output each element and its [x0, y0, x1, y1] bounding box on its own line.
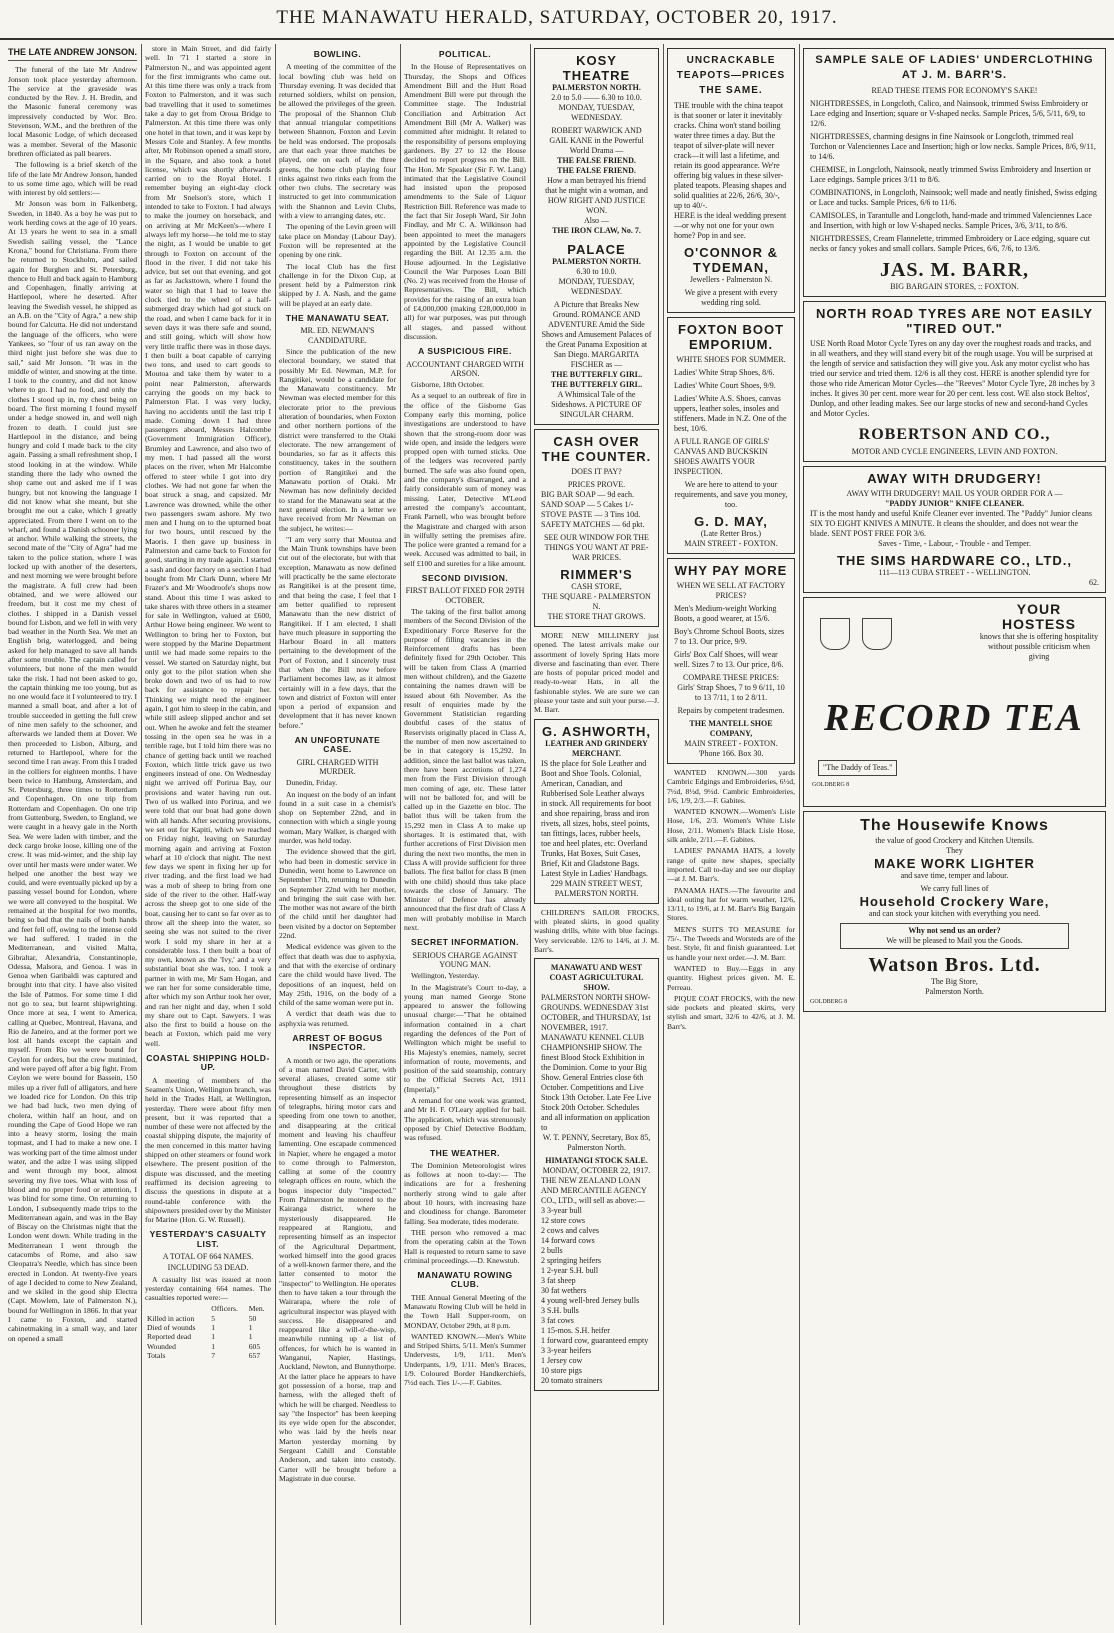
article-subtitle: FIRST BALLOT FIXED FOR 29TH OCTOBER. — [405, 586, 525, 605]
column-rule — [400, 44, 401, 1625]
ad-text: "PADDY JUNIOR" KNIFE CLEANER. — [884, 499, 1025, 508]
classified-ad: MORE NEW MILLINERY just opened. The latest arrivals make our assortment of lovely Spring Hats more diverse and fascinating than ever. There are hosts of popular priced model and ready-to-wear Hats, in all the fashionable styles. We are sure we can please your taste and suit your purse.—J. M. Barr. — [534, 631, 659, 715]
column-rule — [275, 44, 276, 1625]
ad-title: YOUR HOSTESS — [1002, 601, 1076, 632]
article-title: SECOND DIVISION. — [421, 573, 509, 584]
ad-text: MOTOR AND CYCLE ENGINEERS, LEVIN AND FOXTON. — [851, 447, 1058, 456]
ad-text: MONDAY, OCTOBER 22, 1917. — [542, 1166, 651, 1176]
article-paragraph: A verdict that death was due to asphyxia was returned. — [279, 1009, 396, 1028]
article-paragraph: As a sequel to an outbreak of fire in the office of the Gisborne Gas Company early this morning, police investigations are understood to have shown that the strong-room door was wide open, and inside the ledgers were propped open with turned sticks. One of the ledgers was recovered partly burned. The safe was also found open, and the company's disarranged, and a fairly considerable sum of money was missing. Later, Detective M'Leod arrested the company's accountant, Frank Parnell, who was brought before the Magistrate and charged with arson in wilfully setting the premises afire. The police were granted a remand for a week. Accused was admitted to bail, in self £100 and sureties for a like amount. — [404, 391, 526, 568]
stock-item: 2 cows and calves — [541, 1226, 599, 1236]
article-title: SECRET INFORMATION. — [410, 937, 520, 948]
stock-item: 20 tomato strainers — [541, 1376, 603, 1386]
ad-title: RIMMER'S — [560, 567, 633, 582]
ad-title: THE MANTELL SHOE COMPANY, — [689, 719, 773, 738]
classified-ad: PIQUE COAT FROCKS, with the new side pockets and pleated skirts, very stylish and smart, 32/6 to 42/6, at J. M. Barr's. — [667, 993, 795, 1031]
boot-emporium-ad — [667, 317, 795, 554]
table-header — [145, 1304, 209, 1313]
ad-text: THE FALSE FRIEND. — [557, 156, 636, 165]
teapot-ad — [667, 48, 795, 313]
article-subtitle: GIRL CHARGED WITH MURDER. — [296, 757, 379, 776]
ad-text: W. T. PENNY, Secretary, Box 85, Palmerston North. — [542, 1133, 651, 1153]
ad-text: We give a present with every wedding ring sold. — [684, 288, 778, 307]
ad-text: We will be pleased to Mail you the Goods. — [886, 936, 1023, 945]
stock-item: 3 3-year bull — [541, 1206, 582, 1216]
list-item: COMBINATIONS, in Longcloth, Nainsook; well made and neatly finished, Swiss edging or Lace and tucks. Sample Prices, 6/6 to 11/6. — [810, 188, 1097, 207]
ad-title: Household Crockery Ware, — [859, 894, 1050, 909]
price-row: SAND SOAP — 5 Cakes 1/- — [541, 500, 634, 509]
ad-text: PALMERSTON NORTH SHOW-GROUNDS. WEDNESDAY 31st OCTOBER, and THURSDAY, 1st NOVEMBER, 1917. MANAWATU KENNEL CLUB CHAMPIONSHIP SHOW. The finest Blood Stock Exhibition in the Dominion. Come to your Big Show. General Entries close 6th October. Competitions and Live Stock 13th October. Late Fee Live Stock 20th October. Schedules and all information on application to — [541, 993, 652, 1133]
table-header: Men. — [248, 1304, 265, 1314]
article-paragraph: The funeral of the late Mr Andrew Jonson took place yesterday afternoon. The service at the graveside was conducted by the Rev. J. H. Bredin, and the Masonic funeral ceremony was impressively conducted by Wor. Bro. Stevenson, W.M., and the brethren of the local Masonic Lodge, of which deceased was a member. Several of the Masonic brethren officiated as pall bearers. — [8, 65, 137, 158]
classified-ad: WANTED to Buy.—Eggs in any quantity. Highest prices given. M. E. Perreau. — [667, 963, 795, 992]
ad-text: (Late Retter Bros.) — [700, 529, 762, 538]
table-cell: 1 — [248, 1323, 253, 1333]
ad-text: Girls' Strap Shoes, 7 to 9 6/11, 10 to 13 7/11, 1 to 2 8/11. — [677, 683, 785, 702]
stock-item: 1 15-mos. S.H. heifer — [541, 1326, 610, 1336]
stock-item: 1 Jersey cow — [541, 1356, 583, 1366]
article-title: A SUSPICIOUS FIRE. — [418, 346, 512, 357]
masthead: THE MANAWATU HERALD, SATURDAY, OCTOBER 20, 1917. — [0, 0, 1114, 40]
article-paragraph: A meeting of the committee of the local bowling club was held on Thursday evening. It was decided that returned soldiers, whilst on pension, be allowed the privileges of the green. The proposal of the Shannon Club that annual triangular competitions between Shannon, Foxton and Levin be held was endorsed. The proposals are that each year three matches be played, one on each of the three greens, the home club playing four rinks against two rinks each from the other two clubs. The secretary was instructed to get into communication with the Shannon and Levin Clubs, with a view to arranging dates, etc. — [279, 62, 396, 221]
ad-title: PALACE — [567, 242, 626, 257]
ad-text: USE North Road Motor Cycle Tyres on any day over the roughest roads and tracks, and in all weathers, and they will stand every bit of the rough usage. You will be surprised at the length of service and satisfaction they will give you. Ask any motor cyclist who has tried our service and tried them. 12/6 is all they cost. HERE is another splendid tyre for those who ride American Motor Cycles—the "Reeves" Motor Cycle Tyre, 28 inches by 3 inches. It gives 30 per cent. more wear for 20 per cent. less cost. WE also stock Beltos', Dunlop, and other leading makes. See our large stocks of new and second-hand Cycles and Motor Cycles. — [810, 339, 1095, 418]
ad-text: and can stock your kitchen with everything you need. — [868, 909, 1041, 918]
article-subtitle: A TOTAL OF 664 NAMES. — [162, 1252, 254, 1261]
stock-item: 1 2-year S.H. bull — [541, 1266, 599, 1276]
ad-title: AWAY WITH DRUDGERY! — [867, 471, 1042, 486]
show-ad — [534, 958, 659, 1391]
ad-text: THE trouble with the china teapot is that sooner or later it inevitably cracks. China won't stand boiling water three times a day. But the teapot of silver-plate will never crack—it will last a lifetime, and retain its good appearance. We're offering big values in these silver-plated teapots. Pleasing shapes and solid qualities at 22/6, 26/6, 30/-, up to 40/-. — [674, 101, 787, 210]
table-header-row — [145, 1304, 271, 1313]
ad-text: IS the place for Sole Leather and Boot and Shoe Tools. Colonial, American, Canadian, and Rubberised Sole Leather always in stock. All requirements for boot and shoe repairing, brass and iron rivets, all sizes, hobs, steel points, tan fittings, laces, rubber heels, toe and heel plates, etc. Overland Trunks, Hat Boxes, Suit Cases, Brief, Kit and Gladstone Bags. Latest Style in Ladies' Handbags. — [541, 758, 652, 878]
ad-title: HIMATANGI STOCK SALE. — [545, 1156, 648, 1166]
ad-text: Why not send us an order? — [908, 926, 1001, 935]
table-cell: 50 — [248, 1313, 257, 1323]
price-item: SAND SOAP — [541, 500, 585, 509]
table-cell: Killed in action — [147, 1313, 195, 1323]
column-rule — [799, 44, 800, 1625]
column-1 — [8, 44, 137, 1625]
stock-item: 4 young well-bred Jersey bulls — [541, 1296, 640, 1306]
list-item: CHEMISE, in Longcloth, Nainsook, neatly trimmed Swiss Embroidery and Insertion or Lace edgings. Sample prices 3/11 to 8/6. — [810, 165, 1092, 184]
record-tea-ad — [803, 597, 1106, 807]
article-title: BOWLING. — [313, 49, 362, 59]
ad-title: G. ASHWORTH, — [541, 723, 651, 739]
ad-text: and save time, temper and labour. — [900, 871, 1009, 880]
knife-cleaner-ad — [803, 466, 1106, 593]
ad-text: THE SQUARE - PALMERSTON N. — [542, 592, 651, 611]
article-title: THE LATE ANDREW JONSON. — [8, 48, 137, 61]
ad-text: the value of good Crockery and Kitchen Utensils. — [875, 836, 1034, 845]
list-item: Men's Medium-weight Working Boots, a good wearer, at 15/6. — [674, 604, 777, 623]
list-item: NIGHTDRESSES, in Longcloth, Calico, and Nainsook, trimmed Swiss Embroidery or Lace edging and Insertion; square or V-shaped necks. Sample Prices, 5/6, 5/11, 6/9, to 12/6. — [810, 99, 1088, 128]
table-row — [145, 1342, 271, 1351]
ad-text: We are here to attend to your requirements, and save you money, too. — [674, 480, 788, 509]
table-cell: Reported dead — [147, 1332, 192, 1342]
ad-text: Jewellers - Palmerston N. — [689, 275, 773, 284]
table-row — [145, 1314, 271, 1323]
ad-text: The Big Store, — [931, 977, 978, 986]
article-title: THE WEATHER. — [429, 1147, 501, 1158]
article-paragraph: A month or two ago, the operations of a man named David Carter, with several aliases, created some stir throughout these districts by representing himself as an inspector of telegraphs, hiring motor cars and speeding from one town to another, and disappearing at the critical moment and leaving his chauffeur lamenting. One escapade commenced in Napier, where he engaged a motor to come through to Palmerston, calling at some of the country telegraph offices en route, which the bogus inspector duly "inspected." From Palmerston he motored to the Kairanga district, where he mysteriously disappeared. He reappeared at Rangiotu, and representing himself as an inspector of the Agricultural Department, worked himself into the good graces of a well-known farmer there, and the latter consented to motor the "inspector" to Wellington. He operates then to have taken a tour through the Wairarapa, where the role of agricultural inspector was played with success. He disappeared and reappeared like a will-o'-the-wisp, meanwhile running up a list of offences, for which he is wanted in Wanganui, Napier, Hastings, Auckland, Newton, and Bunnythorpe. At the latter place he appears to have got possession of a horse, trap and harness, with the alleged theft of which he will be charged. Needless to say "the Inspector" has been keeping its eye wide open for the absconder, who was laid by the heels near Marton yesterday morning by Sergeant Cahill and Constable Anderson, and taken into custody. Carter will be brought before a Magistrate in due course. — [279, 1055, 396, 1483]
ad-title: MAKE WORK LIGHTER — [874, 856, 1035, 871]
ad-text: HERE is the ideal wedding present—or why not one for your own home? Pop in and see. — [674, 211, 787, 240]
ad-text: A Picture that Breaks New Ground. ROMANCE AND ADVENTURE Amid the Side Shows and Amusement Palaces of the Great Panama Exposition at San Diego. MARGARITA FISCHER as — — [541, 300, 652, 369]
ad-text: WHEN WE SELL AT FACTORY PRICES? — [676, 581, 786, 600]
teacup-illustration — [814, 618, 898, 653]
price-value: 9d each. — [607, 490, 635, 499]
ad-text: THE FALSE FRIEND. — [557, 166, 636, 175]
article-paragraph: A remand for one week was granted, and Mr H. F. O'Leary applied for bail. The application, which was strenuously opposed by Chief Detective Boddam, was refused. — [404, 1096, 526, 1143]
table-cell: 7 — [211, 1350, 216, 1360]
ad-text: WHITE SHOES FOR SUMMER. — [676, 355, 786, 364]
ad-text: THE BUTTERFLY GIRL. — [550, 380, 643, 389]
ad-title: Watson Bros. Ltd. — [868, 954, 1041, 976]
classified-ad: CHILDREN'S SAILOR FROCKS, with pleated skirts, in good quality washing drills, white with blue facings. Very serviceable. 12/6 to 14/6, at J. M. Barr's. — [534, 907, 659, 954]
price-item: BIG BAR SOAP — [541, 490, 596, 499]
notice: THE Annual General Meeting of the Manawatu Rowing Club will be held in the Town Hall Supper-room, on MONDAY, October 29th, at 8 p.m. — [404, 1292, 526, 1330]
price-row: SAFETY MATCHES — 6d pkt. — [541, 520, 645, 529]
ad-title: JAS. M. BARR, — [879, 259, 1030, 281]
ad-title: CASH OVER THE COUNTER. — [541, 434, 652, 464]
article-paragraph: In the Magistrate's Court to-day, a young man named George Stone appeared to answer the following unusual charge:—"That he obtained information contained in a chart regarding the defences of the Port of Wellington which might be useful to His Majesty's enemies, namely, secret information of route, movements, and position of the said steamship, contrary to the Official Secrets Act, 1911 (Imperial)." — [404, 982, 526, 1094]
casualty-table — [145, 1304, 271, 1360]
list-item: Boy's Chrome School Boots, sizes 7 to 13. Our price, 9/9. — [674, 627, 785, 646]
tea-copy — [979, 602, 1099, 662]
article-title: AN UNFORTUNATE CASE. — [294, 735, 381, 755]
tea-brand-logo: RECORD TEA — [824, 697, 1084, 739]
column-5 — [534, 44, 659, 1625]
table-cell: Died of wounds — [147, 1323, 196, 1333]
order-box — [840, 923, 1069, 949]
ad-title: THE SIMS HARDWARE CO., LTD., — [836, 553, 1073, 568]
article-paragraph: Since the publication of the new electoral boundary, we stated that possibly Mr Ed. Newman, M.P. for Rangitikei, would be a candidate for the Manawatu constituency. Mr Newman was elected member for this electorate prior to the previous alteration of boundaries, when Foxton and other northern portions of the district were transferred to the Otaki electorate. The new arrangement of boundaries, so far as it affects this constituency, takes in the southern portion of Rangitikei and the Manawatu portion of Otaki. Mr Newman has now definitely decided to stand for the Manawatu seat at the next general election. In a letter we have received from Mr Newman on the subject, he writes:— — [279, 346, 396, 533]
notice: THE person who removed a mac from the operating cabin at the Town Hall is requested to return same to save criminal proceedings.—D. Knewstub. — [404, 1227, 526, 1265]
article-title: THE MANAWATU SEAT. — [285, 313, 390, 324]
article-paragraph: store in Main Street, and did fairly well. In '71 I started a store in Palmerston N., and was appointed agent for the first immigrants who came out. At this time there was only a track from Foxton to Palmerston, and it was such bad travelling that it used to sometimes take a day to get from Oroua Bridge to Palmerston. At this time there was only one hotel in that town, and it was kept by Messrs Cole and Stanley. A few months after, Mr Robinson opened a small store, in the Square, and also took a hotel license, which was shortly afterwards carried on to the Royal Hotel. I remember buying an eight-day clock from Mr Snelson's store, which I intended to take to Foxton. I had always to make the journey on horseback, and on arriving at Mr McKeen's—where I always left my horse—he told me to stay the night, as I would be unable to get through to Foxton on account of the flood in the river. I did not take his advice, but set out that evening, and got as far as Jacksttown, where I found the water so high that I had to leave the clock tied to the wheel of a half-submerged dray which had got stuck on the road, and when I came back for it in seven days it was there safe and sound, and still going, which will show how very little traffic there was in those days. I then built a boat capable of carrying two tons, and used to cart goods to Moutoa and take them by water to a point near Palmerston, afterwards carrying the goods on my back to Palmerston Flat. I was very lucky, having no accidents until the last trip I made. Coming down I had three passengers aboard, Messrs Halcombe (Government Immigration Officer), Brumley and Lawrence, and also two of my men. I had passed all the worst places on the river, when Mr Halcombe offered to steer while I got into dry clothes. We had not gone far when the boat struck a snag, and capsized. Mr Lawrence was drowned, while the other two passengers swam ashore. My two men and I hung on to the upturned boat for two hours, until rescued by the Maoris. I then gave up business in Palmerston and came back to Foxton for good, starting in my trade again. I started a sash and door factory on a section I had bought from Mr Clark Dunn, where Mr Frazer's and Mr Woodroofe's shops now stand. About this time I was asked to take shares with three others in a steamer for sale in Wellington, valued at £600, Arthur Howe being engineer. We went to Wellington to bring her to Foxton, but were stopped by the Marine Department until we had made some repairs to the vessel. We started on Saturday night, but only got to the pilot station when she broke down and two of us had to row back for assistance to repair her. Thinking we might need the engineer again, I got him to sleep in the cabin, and while still asleep slipped anchor and set out. When he awoke and felt the steamer tossing in the open sea he was in a terrible rage, but I told him there was no chance of getting back until we reached Foxton, which little trick gave us two engineers instead of one. On Wednesday night we arrived off Porirua Bay, our provisions and water having run out. Two of us walked into Porirua, and we were told that our boat had gone down with all hands. After securing provisions, we set out for Kapiti, which we reached on Friday night, leaving on Saturday morning again and arriving at Foxton wharf at 10 o'clock that night. The next few days we spent in fixing her up for river trading, and the first load we had was a mob of sheep to bring from one side of the river to the other. Half-way across the sheep got to one side of the boat, causing her to cant so far over as to throw all the sheep into the water, so seeing she was not suited to the river work I sold my share in her at a considerable loss. I then built a boat of my own, known as the 'Ivy,' and a very substantial boat she was, too. I took a partner in with me, Mr Sam Hogan, and we ran her for some considerable time, after which my son Arthur took her over, and ran her night and day, when I sold my share out to Capt. Sawyers. I was also the first to build a house on the beach at Foxton, which paid me very well. — [145, 44, 271, 1048]
stock-item: 3 fat cows — [541, 1316, 574, 1326]
article-paragraph: A casualty list was issued at noon yesterday containing 664 names. The casualties reported were:— — [145, 1274, 271, 1303]
ad-title: O'CONNOR & TYDEMAN, — [684, 245, 778, 275]
ad-title: NORTH ROAD TYRES ARE NOT EASILY "TIRED OUT." — [815, 306, 1094, 336]
article-paragraph: Mr Jonson was born in Falkenberg, Sweden, in 1840. As a boy he was put to work herding cows at the age of 10 years. At 13 years he went to sea in a small Swedish sailing vessel, the "Lance Krona," bound for Christiana. From there he returned to Stockholm, and sailed again for Burghen and St. Petersburg, thence to Hull and back again to Hamburg and Copenhagen, finally arriving at Hartlepool, where he deserted. After leaving the Swedish vessel, he shipped as an A.B. on the "City of Agra," a new ship bound for Calcutta. He did not understand the language of the officers, who were Yankees, so "four of us ran away on the third night just before she was due to sail," said Mr Jonson. "It was in the middle of winter, and snowing at the time. I took to the country, and did not know where to go. I had no food, and only the clothes I stood up in, my chest being on board. The first morning I found myself under a hedge snowed in, and well nigh frozen to death. I could just see Hartlepool in the distance, and being hungry and cold I made back to the city again. Passing a small refreshment shop, I stood looking in at the window. While standing there the lady who owned the shop came out and asked me if I was hungry, but not knowing the language I did not know what she meant, but she brought me out a cake, which I greatly appreciated. From there I went on to the wharf, and found a Danish schooner lying at anchor. While walking the streets, the second mate of the "City of Agra" had me taken to the police station, where I was locked up with another of the deserters, and next morning we were brought before the magistrate. A full crew had been obtained, and we were allowed our freedom, but it cost me my chest of clothes. I shipped in a Danish vessel bound for Lisbon, and we fell in with very bad weather in the North Sea. We met an English brig, waterlogged, and being asked for help managed to save all hands after some trouble. The captain called for volunteers, but none of the men would take the risk. I had not been asked to go, the captain thinking me too young, but as no one would face it I volunteered to try. I manned a small boat, and after a lot of trouble succeeded in getting the full crew of nine men safely to the schooner, and afterwards we landed them at Dover. We then proceeded to Lisbon, Alburg, and returned to Hartlepool, where for the second time I ran away. From this I traded in the colliers for eighteen months. I have been twice to Hamburg, Amsterdam, and St. Petersburg, three times to Rotterdam and Copenhagen. On one trip from Rotterdam and Copenhagen. On one trip from Guttenburg, Sweden, to England, we were caught in a heavy gale in the North Sea. We were laden with timber, and the deck cargo broke loose, killing one of the crew. It was mid-winter, and the ship lay over until her masts were under water. We helped one another the best way we could, and were eventually picked up by a passing vessel bound for London, where we were all conveyed to the hospital. We remained at the hospital for two months, being so bad that the nails of both hands and feet fell off, owing to the intense cold we had suffered. I traded in the Mediterranean, and visited Malta, Gibraltar, Alexandria, Constantinople, Odessa, Malsora, and Genoa. I was in Genoa when Garibaldi was captured and brought into that city. I have also visited the Isle of Patmos. For some time I did not go to sea, but learnt shipwrighting. Once more at sea, I went to America, calling at Quebec, Montreal, Havana, and Rio de Janeiro, and at the former port we lost all hands except the captain and myself. From Rio we were bound for Ceylon for orders, but the crew mutinied, and were payed off after a big fight. From Ceylon we were bound for Bassein, 150 miles up a river full of alligators, and here we loaded rice for London. On this trip we had bad luck, two men dying of cholera, within half an hour, and on rounding the Cape of Good Hope we ran into a heavy storm, losing the main topmast, and I had to make a new one. I was working part of the time almost under water, and the adze I was using slipped and went through my boot, almost severing my five toes. What with loss of blood and no proper food or attention, I was blind for some time. On returning to London, I subsequently made trips to the Mediterranean again, and was in the Bay of Biscay on the Christmas night that the London went down. While trading in the Mediterranean I went through the catacombs of Rome, and also saw Cleopatra's Needle, which has since been erected in London. At twenty-five years of age I decided to come to New Zealand, and we skiled in the good ship Electra (Capt. Mowlem, late of Palmerston N.), bound for Wellington in 1866. In that year I came to Foxton, and started cabinetmaking in a small way, and later on opened a small — [8, 199, 137, 1343]
ad-text: THE NEW ZEALAND LOAN AND MERCANTILE AGENCY CO., LTD., will sell as above:— — [541, 1176, 647, 1206]
article-paragraph: In the House of Representatives on Thursday, the Shops and Offices Amendment Bill and the Hutt Road Amendment Bill were put through the Committee stage. The Industrial Conciliation and Arbitration Act Amendment Bill (Mr A. Walker) was committed after midnight. It related to the responsibility of persons employing gardeners. By 27 to 12 the House decided to report progress on the Bill. The Hon. Mr Speaker (Sir F. W. Lang) intimated that the Legislative Council had insisted upon the proposed amendments to the Sale of Liquor Restriction Bill. Reference was made to the fact that Sir Joseph Ward, Sir John Findlay, and Mr C. A. Wilkinson had been appointed to meet the managers appointed by the Legislative Council regarding the Bill. At 12.35 a.m. the House adjourned. In the Legislative Council the War Purposes Loan Bill (No. 2) was received from the House of Representatives. The Bill, which provides for the raising of an extra loan of £4,000,000 (making £28,000,000 in all) for war purposes, was put through all stages, and passed without discussion. — [404, 62, 526, 341]
tyres-ad — [803, 301, 1106, 462]
ad-text: BIG BARGAIN STORES, :: FOXTON. — [890, 282, 1019, 291]
ad-text: GOLDBERG 8 — [810, 999, 848, 1005]
ad-text: THE BUTTERFLY GIRL. — [550, 370, 643, 379]
article-title: YESTERDAY'S CASUALTY LIST. — [149, 1229, 267, 1249]
ad-text: ROBERT WARWICK AND GAIL KANE in the Powerful World Drama — — [549, 126, 644, 155]
stock-item: 10 store pigs — [541, 1366, 582, 1376]
price-value: 3 Tins 10d. — [604, 510, 641, 519]
table-header: Officers. — [211, 1304, 238, 1314]
ad-text: PALMERSTON NORTH. — [552, 83, 641, 92]
stock-item: 3 S.H. bulls — [541, 1306, 579, 1316]
ad-text: PRICES PROVE. — [567, 480, 626, 489]
ad-text: THE STORE THAT GROWS. — [547, 612, 646, 621]
price-row: BIG BAR SOAP — 9d each. — [541, 490, 635, 499]
ad-text: GOLDBERG 8 — [812, 782, 850, 788]
list-item: Girls' Box Calf Shoes, will wear well. Sizes 7 to 13. Our price, 8/6. — [674, 650, 784, 669]
table-cell: 605 — [248, 1341, 261, 1351]
ad-text: Repairs by competent tradesmen. — [677, 706, 785, 715]
column-2 — [145, 44, 271, 1625]
ad-text: "The Daddy of Teas." — [818, 760, 897, 776]
ad-text: THE IRON CLAW, No. 7. — [552, 226, 641, 235]
article-paragraph: The local Club has the first challenge in for the Dixon Cup, at present held by a Palmerston rink skipped by J. A. Nash, and the game will be played at an early date. — [279, 261, 396, 308]
mantell-ad — [667, 558, 795, 764]
article-paragraph: The following is a brief sketch of the life of the late Mr Andrew Jonson, handed to us some time ago, which will be read with interest by old settlers:— — [8, 160, 137, 198]
stock-item: 3 fat sheep — [541, 1276, 576, 1286]
ad-text: CASH STORE, — [571, 582, 622, 591]
stock-item: 14 forward cows — [541, 1236, 595, 1246]
ad-text: MAIN STREET - FOXTON. — [684, 539, 778, 548]
ad-text: Also — — [583, 216, 610, 225]
classified-ad: WANTED KNOWN.—Women's Lisle Hose, 1/6, 2/3. Women's White Lisle Hose, 2/11. Women's Black Lisle Hose, silk ankle, 2/11.—F. Gabites. — [667, 807, 795, 845]
ad-text: 2.0 to 5.0 —— 6.30 to 10.0. — [551, 93, 642, 102]
article-title: COASTAL SHIPPING HOLD-UP. — [146, 1053, 270, 1073]
article-title: POLITICAL. — [438, 49, 492, 59]
ad-text: Palmerston North. — [925, 987, 984, 996]
list-item: Ladies' White Court Shoes, 9/9. — [674, 381, 776, 390]
table-cell: 1 — [248, 1332, 253, 1342]
barr-underclothing-ad — [803, 48, 1106, 297]
ad-text: MAIN STREET - FOXTON. — [684, 739, 778, 748]
stock-item: 12 store cows — [541, 1216, 585, 1226]
column-4 — [404, 44, 526, 1625]
ad-text: We carry full lines of — [920, 884, 989, 893]
column-rule — [141, 44, 142, 1625]
ad-title: FOXTON BOOT EMPORIUM. — [677, 322, 785, 352]
table-cell: 1 — [211, 1332, 216, 1342]
ad-text: MONDAY, TUESDAY, WEDNESDAY. — [558, 103, 635, 122]
ad-text: MONDAY, TUESDAY, WEDNESDAY. — [558, 277, 635, 296]
ad-title: WHY PAY MORE — [674, 563, 788, 578]
ad-text: LEATHER AND GRINDERY MERCHANT. — [545, 738, 648, 758]
article-paragraph: The evidence showed that the girl, who had been in domestic service in Dunedin, went home to Lawrence on September 17th, returning to Dunedin on September 22nd with her mother, and bringing the suit case with her. The mother was not aware of the birth of the child until her daughter had been visited by a doctor on September 22nd. — [279, 847, 396, 941]
stock-item: 30 fat wethers — [541, 1286, 587, 1296]
ad-title: G. D. MAY, — [694, 514, 768, 529]
classified-ad: MEN'S SUITS TO MEASURE for 75/-. The Tweeds and Worsteds are of the best. Style, fit and finish guaranteed. Let us handle your next order.—J. M. Barr. — [667, 924, 795, 962]
article-paragraph: The Dominion Meteorologist wires as follows at noon to-day:— The indications are for a freshening northerly strong wind to gale after about 10 hours, with increasing haze and cloudiness for change. Barometer falling. Sea moderate, tides moderate. — [404, 1160, 526, 1226]
table-cell: 1 — [211, 1323, 216, 1333]
classified-ad: WANTED KNOWN.—Men's White and Striped Shirts, 5/11. Men's Summer Undervests, 1/9, 1/11. Men's Underpants, 1/9, 1/11. Men's Braces, 1/9. Coloured Border Handkerchiefs, 7½d each. Ties 1/-.—F. Gabites. — [404, 1331, 526, 1388]
column-6 — [667, 44, 795, 1625]
ad-text: 111—113 CUBA STREET - - WELLINGTON. — [878, 568, 1031, 577]
table-cell: Wounded — [147, 1341, 176, 1351]
classified-ad: PANAMA HATS.—The favourite and ideal outing hat for warm weather, 12/6, 13/11, to 19/6, at J. M. Barr's Big Bargain Stores. — [667, 885, 795, 923]
price-item: STOVE PASTE — [541, 510, 593, 519]
table-row — [145, 1323, 271, 1332]
ad-text: A Whimsical Tale of the Sideshows. A PICTURE OF SINGULAR CHARM. — [551, 390, 642, 419]
article-paragraph: "I am very sorry that Moutoa and the Main Trunk townships have been cut out of the electorate, but with that exception, Manawatu as now defined will practically be the same electorate as Rangitikei is at the present time, and that being the case, I feel that I am better qualified to represent Manawatu than the new district of Rangitikei. If I am elected, I shall have much pleasure in supporting the Harbour Board in all matters pertaining to the development of the Port of Foxton, and I sincerely trust that when the Bill now before Parliament becomes law, as it almost certainly will in a few days, that the town and district of Foxton will enter upon a period of expansion and development that it has never known before." — [279, 534, 396, 730]
ad-text: How a man betrayed his friend that he might win a woman, and HOW RIGHT AND JUSTICE WON. — [545, 176, 648, 215]
stock-item: 2 springing heifers — [541, 1256, 601, 1266]
column-3 — [279, 44, 396, 1625]
price-value: 6d pkt. — [622, 520, 645, 529]
ad-title: ROBERTSON AND CO., — [858, 426, 1051, 443]
table-row — [145, 1332, 271, 1341]
list-item: Ladies' White Strap Shoes, 8/6. — [674, 368, 775, 377]
ad-text: 229 MAIN STREET WEST, PALMERSTON NORTH. — [550, 878, 643, 898]
ad-text: SEE OUR WINDOW FOR THE THINGS YOU WANT AT PRE-WAR PRICES. — [544, 533, 649, 562]
article-paragraph: The taking of the first ballot among members of the Second Division of the Expeditionary Force Reserve for the purpose of filling vacancies in the Reinforcement drafts has been definitely fixed for 29th October. This will be taken from Class A (married men without children), and the Gazette containing the names drawn will be issued about 6th November. As the result of enquiries made by the Government Statistician regarding doubtful cases of the status of Reservists originally placed in Class A, the number of men now ascertained to be in that category is 15,292. In addition, since the last ballot was taken, there have been accretions of 1,274 men from the First Division through men coming of age, etc. These latter will not be balloted for, and will be called up in the Gazette en bloc. The ballot thus will be taken from the 15,292 men in Class A to make up shortages. It is estimated that, with further accretions of First Division men during the next two months, the men in Class A will provide sufficient for three ballots. The first ballot for class B (men with one child) should thus take place towards the close of January. The Minister of Defence has already announced that the first draft of Class A men will probably mobilise in March next. — [404, 606, 526, 933]
article-title: ARREST OF BOGUS INSPECTOR. — [292, 1032, 383, 1053]
teacup-icon — [862, 618, 892, 650]
ad-title: UNCRACKABLE TEAPOTS—PRICES THE SAME. — [676, 55, 786, 96]
article-paragraph: Dunedin, Friday. — [286, 778, 338, 788]
ashworth-ad — [534, 719, 659, 904]
article-subtitle: INCLUDING 53 DEAD. — [167, 1263, 249, 1273]
stock-list — [541, 1206, 652, 1386]
ad-text: READ THESE ITEMS FOR ECONOMY'S SAKE! — [871, 86, 1038, 95]
ad-text: Saves - Time, - Labour, - Trouble - and Temper. — [878, 539, 1031, 548]
ad-text: IT is the most handy and useful Knife Cleaner ever invented. The "Paddy" Junior cleans SIX TO EIGHT KNIVES A MINUTE. It cleans the shoulder, and does not wear the blade. SENT POST FREE FOR 3/6. — [810, 509, 1092, 538]
ad-title: MANAWATU AND WEST COAST AGRICULTURAL SHOW. — [549, 963, 644, 993]
teacup-icon — [820, 618, 850, 650]
price-item: SAFETY MATCHES — [541, 520, 611, 529]
kosy-theatre-ad — [534, 48, 659, 425]
stock-item: 1 forward cow, guaranteed empty — [541, 1336, 649, 1346]
table-row — [145, 1351, 271, 1360]
list-item: NIGHTDRESSES, charming designs in fine Nainsook or Longcloth, trimmed real Torchon or Valenciennes Lace and Insertion; high or low necks. Sample Prices, 8/6, 9/11, to 14/6. — [810, 132, 1096, 161]
classified-ad: LADIES' PANAMA HATS, a lovely range of quite new shapes, specially imported. Call to-day and see our display—at J. M. Barr's. — [667, 846, 795, 884]
stock-item: 3 3-year heifers — [541, 1346, 592, 1356]
ad-title: SAMPLE SALE OF LADIES' UNDERCLOTHING AT J. M. BARR'S. — [815, 54, 1094, 81]
rimmers-ad — [534, 429, 659, 627]
classified-ad: WANTED KNOWN.—300 yards Cambric Edgings and Embroideries, 6½d, 7½d, 8½d, 9½d. Cambric Embroideries, 1/6, 1/9, 2/3.—F. Gabites. — [667, 768, 795, 805]
article-subtitle: ACCOUNTANT CHARGED WITH ARSON. — [406, 359, 524, 378]
ad-text: DOES IT PAY? — [571, 467, 622, 476]
article-paragraph: Wellington, Yesterday. — [411, 971, 480, 981]
ad-text: COMPARE THESE PRICES: — [682, 673, 780, 682]
article-paragraph: Medical evidence was given to the effect that death was due to asphyxia, and that with the exercise of ordinary care the child would have lived. The depositions of an inquest, held on May 25th, 1916, on the body of a child of the same woman were put in. — [279, 942, 396, 1008]
article-subtitle: SERIOUS CHARGE AGAINST YOUNG MAN. — [412, 950, 518, 969]
price-value: 5 Cakes 1/- — [596, 500, 634, 509]
table-cell: Totals — [147, 1350, 166, 1360]
column-rule — [530, 44, 531, 1625]
ad-text: 6.30 to 10.0. — [576, 267, 617, 276]
column-7 — [803, 44, 1106, 1625]
watson-bros-ad — [803, 811, 1106, 1012]
list-item: A FULL RANGE OF GIRLS' CANVAS AND BUCKSKIN SHOES AWAITS YOUR INSPECTION. — [674, 437, 770, 476]
stock-item: 2 bulls — [541, 1246, 563, 1256]
ad-text: AWAY WITH DRUDGERY! MAIL US YOUR ORDER FOR A — — [846, 489, 1063, 498]
list-item: CAMISOLES, in Tarantulle and Longcloth, hand-made and trimmed Valenciennes Lace and Insertion, with high or low V-shaped necks. Sample Prices, 3/6, 3/11, to 8/6. — [810, 211, 1092, 230]
article-paragraph: An inquest on the body of an infant found in a suit case in a chemist's shop on September 22nd, and in connection with which a single young woman, Mary Walker, is charged with murder, was held today. — [279, 789, 396, 846]
ad-title: The Housewife Knows — [860, 817, 1049, 834]
ad-text: 62. — [1089, 578, 1099, 587]
table-cell: 1 — [211, 1341, 216, 1351]
list-item: NIGHTDRESSES, Cream Flannelette, trimmed Embroidery or Lace edging, square cut necks or fancy yokes and small collars. Sample Prices, 6/6, 7/6, to 13/6. — [810, 234, 1090, 253]
ad-text: PALMERSTON NORTH. — [552, 257, 641, 266]
article-paragraph: The opening of the Levin green will take place on Monday (Labour Day). Foxton will be represented at the opening by one rink. — [279, 222, 396, 260]
article-paragraph: A meeting of members of the Seamen's Union, Wellington branch, was held in the Trades Hall, at Wellington, yesterday. There were about fifty men present, but it was reported that a number of these were not affected by the coastal shipping dispute, the majority of the men concerned in this matter having shipped on other steamers or found work elsewhere. The present position of the dispute was discussed, and the meeting reaffirmed its decision agreeing to discuss the questions in dispute at a round-table conference with the shipowners presided over by the Minister for Marine (Hon. G. W. Russell). — [145, 1075, 271, 1225]
ad-title: KOSY THEATRE — [562, 53, 631, 83]
ad-text: 'Phone 166. Box 30. — [698, 749, 764, 758]
column-rule — [663, 44, 664, 1625]
article-subtitle: MR. ED. NEWMAN'S CANDIDATURE. — [300, 326, 375, 345]
article-title: MANAWATU ROWING CLUB. — [417, 1270, 513, 1290]
list-item: Ladies' White A.S. Shoes, canvas uppers, leather soles, insoles and stiffeners. Made in N.Z. One of the best, 10/6. — [674, 394, 787, 433]
table-cell: 657 — [248, 1350, 261, 1360]
article-paragraph: Gisborne, 18th October. — [411, 380, 484, 390]
ad-text: knows that she is offering hospitality without possible criticism when giving — [979, 632, 1099, 661]
table-cell: 5 — [211, 1313, 216, 1323]
ad-text: They — [946, 846, 963, 855]
price-row: STOVE PASTE — 3 Tins 10d. — [541, 510, 641, 519]
